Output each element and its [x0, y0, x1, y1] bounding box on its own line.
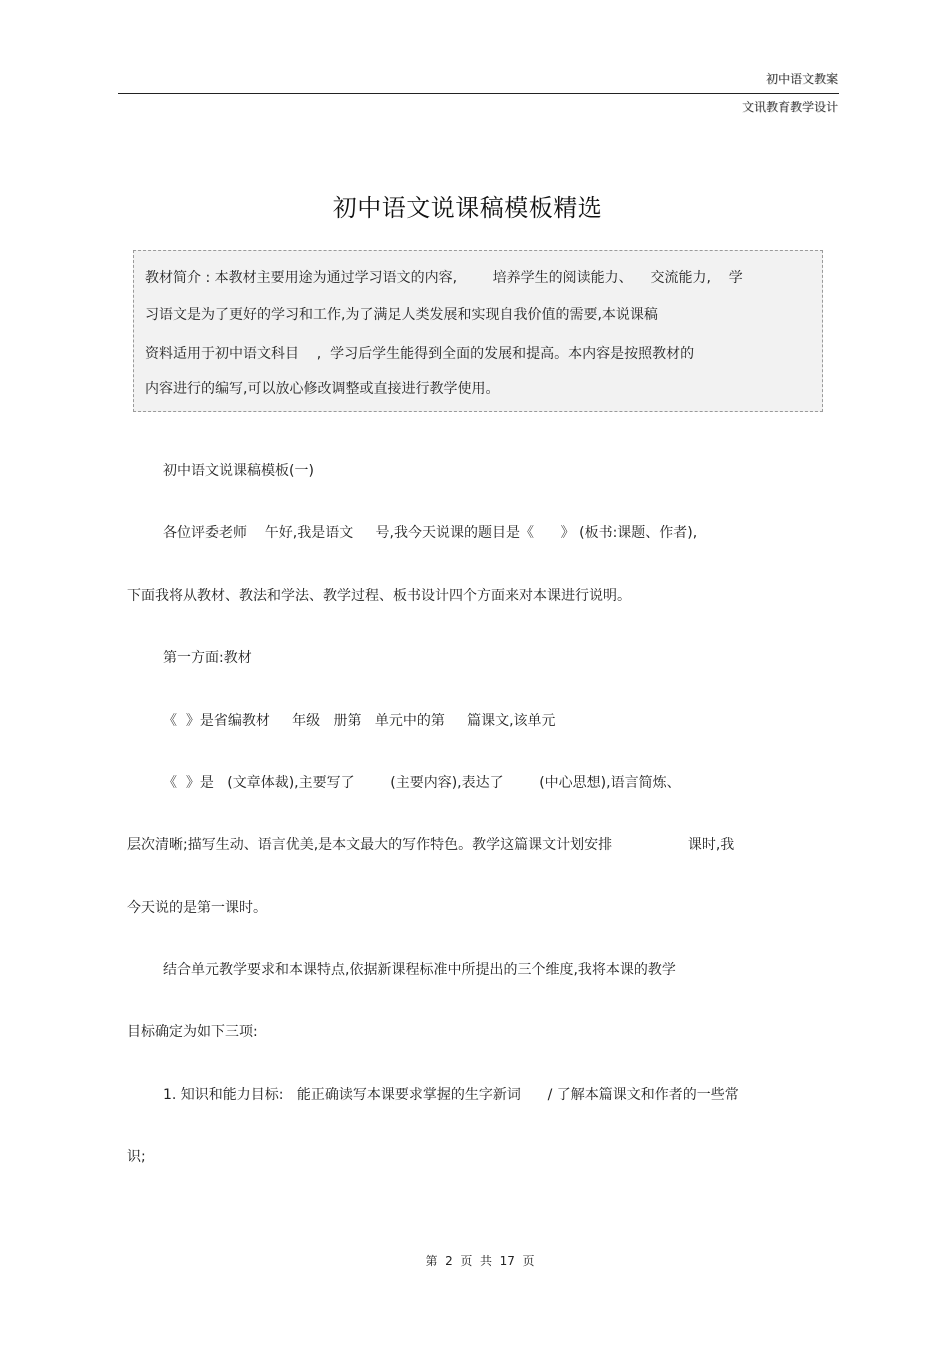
body-line: 下面我将从教材、教法和学法、教学过程、板书设计四个方面来对本课进行说明。 [127, 588, 631, 604]
body-line: 结合单元教学要求和本课特点,依据新课程标准中所提出的三个维度,我将本课的教学 [163, 962, 676, 978]
header-rule [118, 93, 839, 94]
intro-line: 习语文是为了更好的学习和工作,为了满足人类发展和实现自我价值的需要,本说课稿 [145, 307, 658, 323]
body-line: 目标确定为如下三项: [127, 1024, 258, 1040]
header-subtitle: 文讯教育教学设计 [741, 100, 838, 114]
body-line: 各位评委老师 午好,我是语文 号,我今天说课的题目是《 》 (板书:课题、作者), [163, 525, 698, 541]
intro-line: 教材简介 : 本教材主要用途为通过学习语文的内容, 培养学生的阅读能力、 交流能力, 学 [145, 270, 743, 286]
body-line: 《 》是 (文章体裁),主要写了 (主要内容),表达了 (中心思想),语言简炼、 [163, 775, 681, 791]
document-title: 初中语文说课稿模板精选 [332, 194, 603, 222]
intro-line: 资料适用于初中语文科目 , 学习后学生能得到全面的发展和提高。本内容是按照教材的 [145, 346, 695, 362]
body-line: 1. 知识和能力目标: 能正确读写本课要求掌握的生字新词 / 了解本篇课文和作者的一些常 [163, 1087, 739, 1103]
body-line: 识; [127, 1149, 146, 1165]
section-heading: 初中语文说课稿模板(一) [163, 463, 314, 479]
page-number: 第 2 页 共 17 页 [425, 1254, 535, 1268]
intro-line: 内容进行的编写,可以放心修改调整或直接进行教学使用。 [145, 381, 500, 397]
body-line: 层次清晰;描写生动、语言优美,是本文最大的写作特色。教学这篇课文计划安排 课时,我 [127, 837, 735, 853]
header-category: 初中语文教案 [765, 72, 838, 86]
intro-box [133, 250, 823, 412]
body-line: 《 》是省编教材 年级 册第 单元中的第 篇课文,该单元 [163, 713, 556, 729]
body-line: 今天说的是第一课时。 [127, 900, 267, 916]
section-heading: 第一方面:教材 [163, 650, 252, 666]
